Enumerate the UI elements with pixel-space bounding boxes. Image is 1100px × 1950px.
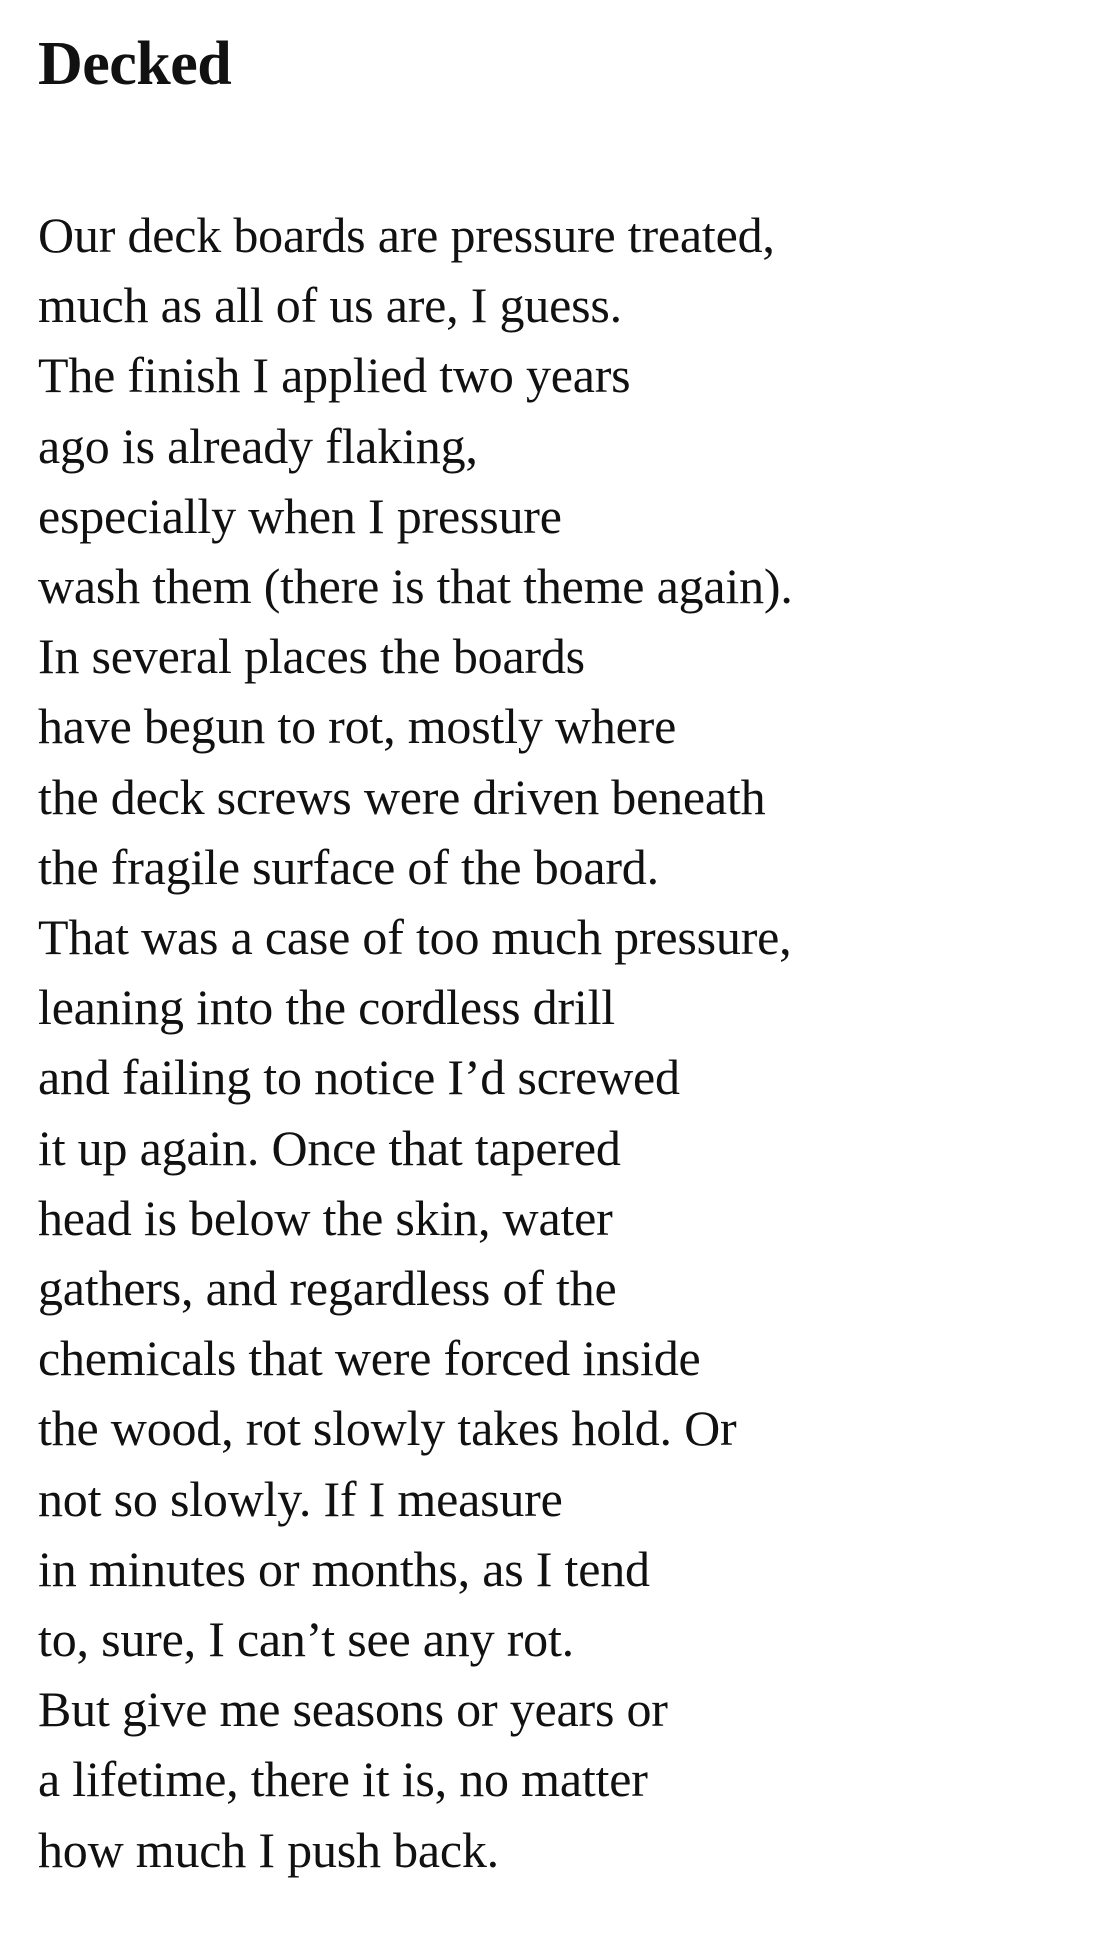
poem-line: in minutes or months, as I tend: [38, 1540, 650, 1597]
poem-line: leaning into the cordless drill: [38, 979, 616, 1036]
poem-line: In several places the boards: [38, 628, 585, 685]
poem-line: But give me seasons or years or: [38, 1681, 668, 1738]
poem-line: the wood, rot slowly takes hold. Or: [38, 1400, 737, 1457]
poem-line: Our deck boards are pressure treated,: [38, 207, 775, 263]
poem-line: a lifetime, there it is, no matter: [38, 1751, 648, 1808]
poem-page: [38, 26, 1068, 1885]
poem-line: the deck screws were driven beneath: [38, 768, 766, 825]
poem-line: have begun to rot, mostly where: [38, 698, 677, 755]
poem-title: Decked: [38, 30, 232, 98]
poem-line: wash them (there is that theme again).: [38, 558, 793, 615]
poem-line: gathers, and regardless of the: [38, 1260, 617, 1317]
poem-line: chemicals that were forced inside: [38, 1330, 701, 1387]
poem-line: much as all of us are, I guess.: [38, 277, 622, 334]
poem-line: it up again. Once that tapered: [38, 1119, 621, 1176]
poem-line: That was a case of too much pressure,: [38, 909, 792, 966]
poem-line: The finish I applied two years: [38, 347, 631, 404]
poem-line: especially when I pressure: [38, 487, 562, 544]
poem-line: not so slowly. If I measure: [38, 1470, 563, 1527]
poem-line: ago is already flaking,: [38, 417, 478, 474]
poem-body: [38, 200, 1068, 1885]
poem-line: and failing to notice I’d screwed: [38, 1049, 680, 1106]
poem-line: to, sure, I can’t see any rot.: [38, 1611, 574, 1668]
poem-line: the fragile surface of the board.: [38, 838, 659, 895]
poem-line: head is below the skin, water: [38, 1189, 613, 1246]
poem-line: how much I push back.: [38, 1821, 499, 1878]
